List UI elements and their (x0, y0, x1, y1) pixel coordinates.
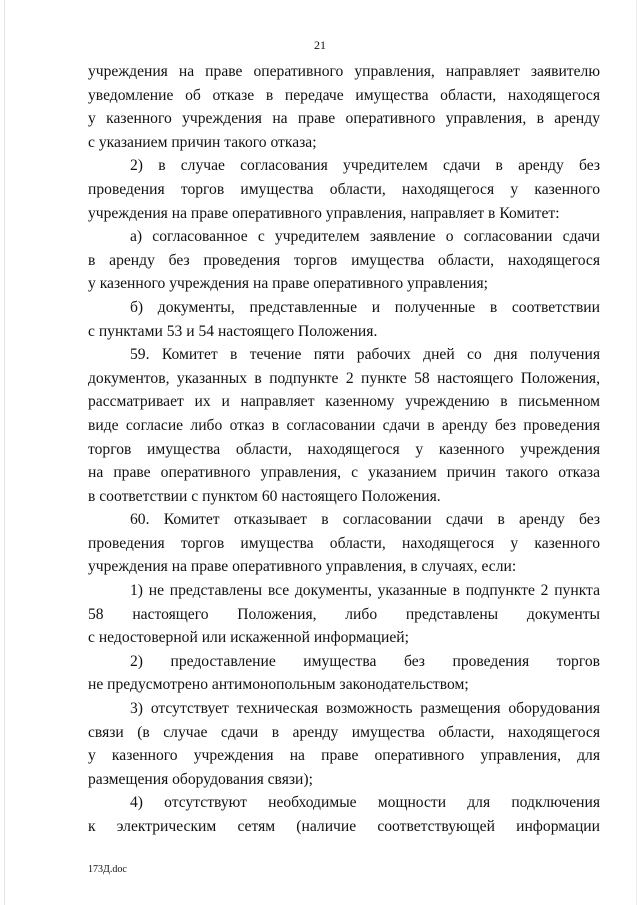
text-line: проведения торгов имущества области, находящегося у казенного (88, 534, 600, 552)
text-line: уведомление об отказе в передаче имущества области, находящегося (88, 86, 600, 104)
scan-edge-right (636, 0, 637, 905)
text-line: связи (в случае сдачи в аренду имущества области, находящегося (88, 723, 600, 741)
text-line: 2) в случае согласования учредителем сдачи в аренду без (130, 157, 600, 175)
text-line: виде согласие либо отказ в согласовании сдачи в аренду без проведения (88, 416, 600, 434)
text-line: с недостоверной или искаженной информацией; (88, 629, 409, 647)
text-line: 58 настоящего Положения, либо представлены документы (88, 605, 600, 623)
text-line: рассматривает их и направляет казенному учреждению в письменном (88, 393, 600, 411)
text-line: размещения оборудования связи); (88, 770, 313, 788)
text-line: а) согласованное с учредителем заявление о согласовании сдачи (130, 228, 600, 246)
document-body (88, 60, 600, 839)
text-line: учреждения на праве оперативного управления, направляет в Комитет: (88, 204, 560, 222)
text-line: с указанием причин такого отказа; (88, 133, 317, 151)
text-line: с пунктами 53 и 54 настоящего Положения. (88, 322, 378, 340)
text-line: учреждения на праве оперативного управления, направляет заявителю (88, 63, 600, 80)
text-line: у казенного учреждения на праве оперативного управления, для (88, 747, 600, 765)
text-line: у казенного учреждения на праве оперативного управления; (88, 275, 488, 293)
scan-edge-left (4, 0, 5, 905)
text-line: 4) отсутствуют необходимые мощности для подключения (130, 794, 600, 812)
text-line: б) документы, представленные и полученные в соответствии (130, 298, 600, 316)
text-line: учреждения на праве оперативного управления, в случаях, если: (88, 558, 517, 576)
text-line: к электрическим сетям (наличие соответствующей информации (88, 818, 600, 835)
text-line: в аренду без проведения торгов имущества области, находящегося (88, 251, 600, 269)
text-line: на праве оперативного управления, с указанием причин такого отказа (88, 464, 600, 482)
text-line: не предусмотрено антимонопольным законодательством; (88, 676, 469, 694)
text-line: в соответствии с пунктом 60 настоящего Положения. (88, 487, 441, 505)
page-number: 21 (314, 38, 326, 52)
text-line: 2) предоставление имущества без проведения торгов (130, 652, 600, 670)
text-line: 60. Комитет отказывает в согласовании сдачи в аренду без (130, 511, 600, 529)
text-line: 1) не представлены все документы, указанные в подпункте 2 пункта (130, 582, 600, 600)
text-line: документов, указанных в подпункте 2 пункте 58 настоящего Положения, (88, 369, 600, 387)
text-line: у казенного учреждения на праве оперативного управления, в аренду (88, 110, 600, 128)
text-line: 3) отсутствует техническая возможность размещения оборудования (130, 700, 600, 718)
text-line: торгов имущества области, находящегося у казенного учреждения (88, 440, 600, 458)
text-line: 59. Комитет в течение пяти рабочих дней со дня получения (130, 346, 600, 364)
text-line: проведения торгов имущества области, находящегося у казенного (88, 180, 600, 198)
file-name-footer: 173Д.doc (88, 864, 127, 875)
